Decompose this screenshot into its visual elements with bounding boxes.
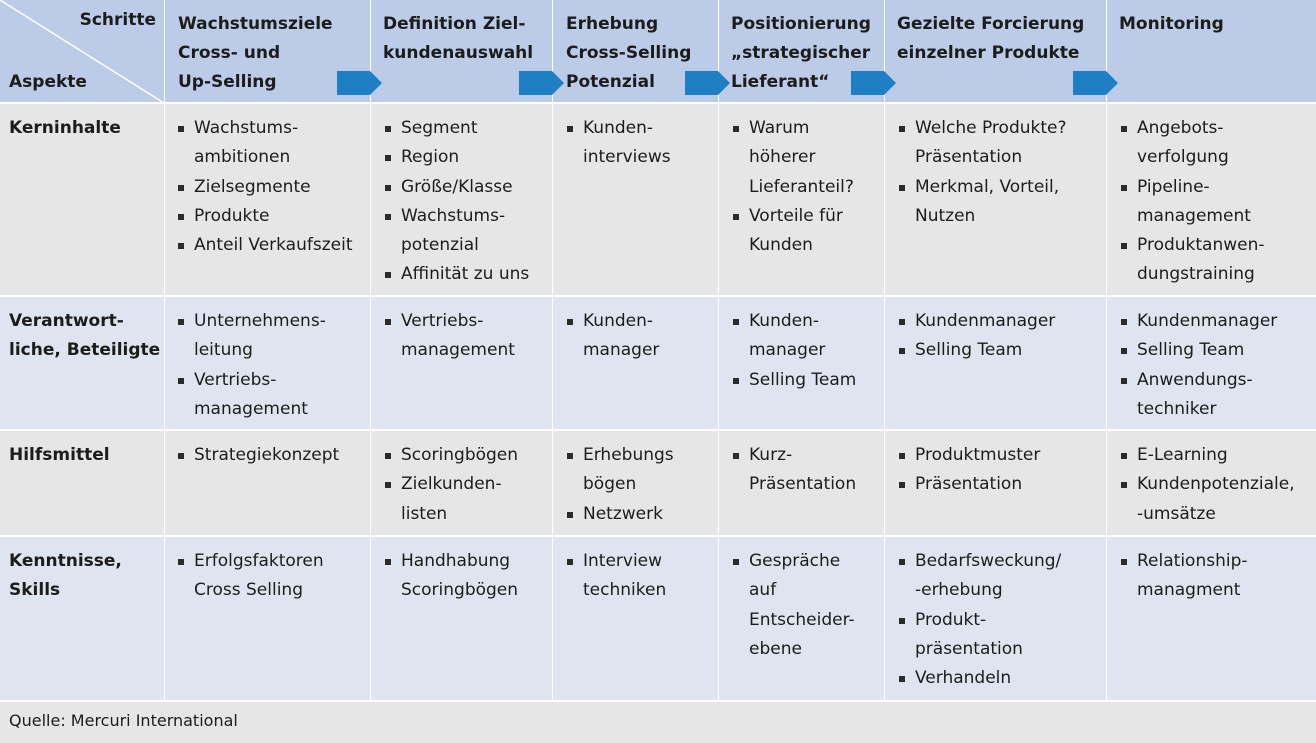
cell-kerninhalte-forcierung	[895, 114, 1067, 231]
list-item: Produkte	[174, 202, 353, 231]
cell-hilfsmittel-monitoring	[1117, 441, 1295, 529]
step-arrow-icon	[337, 71, 383, 95]
cell-verantwortliche-monitoring	[1117, 307, 1277, 424]
list-item: Größe/Klasse	[381, 173, 529, 202]
list-item: Anwendungs- techniker	[1117, 366, 1277, 425]
cell-kenntnisse-forcierung	[895, 547, 1061, 693]
list-item: Kundenmanager	[1117, 307, 1277, 336]
list-item: Wachstums- potenzial	[381, 202, 529, 261]
list-item: Vertriebs- management	[381, 307, 515, 366]
cell-kenntnisse-monitoring	[1117, 547, 1248, 606]
list-item: Vertriebs- management	[174, 366, 326, 425]
list-item: Relationship- managment	[1117, 547, 1248, 606]
list-item: Vorteile für Kunden	[729, 202, 854, 261]
cell-hilfsmittel-wachstumsziele	[174, 441, 339, 470]
cell-verantwortliche-wachstumsziele	[174, 307, 326, 424]
cell-kerninhalte-monitoring	[1117, 114, 1265, 290]
list-item: Unternehmens- leitung	[174, 307, 326, 366]
list-item: Selling Team	[1117, 336, 1277, 365]
source-note: Quelle: Mercuri International	[9, 711, 238, 730]
cell-verantwortliche-definition	[381, 307, 515, 366]
cell-hilfsmittel-forcierung	[895, 441, 1040, 500]
list-item: Bedarfsweckung/ -erhebung	[895, 547, 1061, 606]
cell-kerninhalte-definition	[381, 114, 529, 290]
list-item: Netzwerk	[563, 500, 674, 529]
column-divider	[718, 0, 719, 700]
list-item: Gespräche auf Entscheider- ebene	[729, 547, 855, 664]
list-item: Kunden- manager	[563, 307, 659, 366]
list-item: Scoringbögen	[381, 441, 518, 470]
column-divider	[370, 0, 371, 700]
list-item: Strategiekonzept	[174, 441, 339, 470]
row-divider	[0, 535, 1316, 537]
list-item: Produkt- präsentation	[895, 606, 1061, 665]
list-item: Verhandeln	[895, 664, 1061, 693]
step-arrow-icon	[851, 71, 897, 95]
column-divider	[1106, 0, 1107, 700]
cell-hilfsmittel-erhebung	[563, 441, 674, 529]
cell-verantwortliche-forcierung	[895, 307, 1055, 366]
column-divider	[552, 0, 553, 700]
list-item: Welche Produkte? Präsentation	[895, 114, 1067, 173]
step-header-forcierung: Gezielte Forcierung einzelner Produkte	[897, 14, 1085, 63]
cell-kenntnisse-wachstumsziele	[174, 547, 324, 606]
column-divider	[164, 0, 165, 700]
column-divider	[884, 0, 885, 700]
step-arrow-icon	[685, 71, 731, 95]
list-item: Kundenmanager	[895, 307, 1055, 336]
list-item: Wachstums- ambitionen	[174, 114, 353, 173]
list-item: Erhebungs bögen	[563, 441, 674, 500]
row-label-hilfsmittel: Hilfsmittel	[9, 445, 110, 465]
row-divider	[0, 429, 1316, 431]
row-divider	[0, 102, 1316, 104]
list-item: Zielsegmente	[174, 173, 353, 202]
list-item: Selling Team	[729, 366, 856, 395]
list-item: Kundenpotenziale, -umsätze	[1117, 470, 1295, 529]
cell-kerninhalte-wachstumsziele	[174, 114, 353, 260]
list-item: Selling Team	[895, 336, 1055, 365]
row-divider	[0, 295, 1316, 297]
cell-verantwortliche-erhebung	[563, 307, 659, 366]
list-item: Handhabung Scoringbögen	[381, 547, 518, 606]
cell-kerninhalte-erhebung	[563, 114, 671, 173]
row-label-verantwortliche: Verantwort- liche, Beteiligte	[9, 311, 161, 360]
step-header-wachstumsziele: Wachstumsziele Cross- und Up-Selling	[178, 14, 333, 92]
list-item: Produktanwen- dungstraining	[1117, 231, 1265, 290]
list-item: Affinität zu uns	[381, 260, 529, 289]
row-label-kerninhalte: Kerninhalte	[9, 118, 121, 138]
cell-verantwortliche-positionierung	[729, 307, 856, 395]
step-header-erhebung: Erhebung Cross-Selling Potenzial	[566, 14, 692, 92]
list-item: Angebots- verfolgung	[1117, 114, 1265, 173]
list-item: Merkmal, Vorteil, Nutzen	[895, 173, 1067, 232]
cell-kenntnisse-definition	[381, 547, 518, 606]
cell-hilfsmittel-positionierung	[729, 441, 856, 500]
list-item: Kunden- manager	[729, 307, 856, 366]
list-item: Erfolgsfaktoren Cross Selling	[174, 547, 324, 606]
corner-cell	[0, 0, 164, 103]
steps-axis-label: Schritte	[79, 10, 156, 30]
cell-kenntnisse-erhebung	[563, 547, 666, 606]
list-item: Region	[381, 143, 529, 172]
list-item: Produktmuster	[895, 441, 1040, 470]
step-header-monitoring: Monitoring	[1119, 14, 1224, 34]
list-item: Anteil Verkaufszeit	[174, 231, 353, 260]
aspects-axis-label: Aspekte	[9, 72, 87, 92]
list-item: Kurz- Präsentation	[729, 441, 856, 500]
row-label-kenntnisse: Kenntnisse, Skills	[9, 551, 122, 600]
footer-divider	[0, 700, 1316, 702]
step-header-positionierung: Positionierung „strategischer Lieferant“	[731, 14, 871, 92]
cell-hilfsmittel-definition	[381, 441, 518, 529]
cell-kerninhalte-positionierung	[729, 114, 854, 260]
list-item: Segment	[381, 114, 529, 143]
step-header-definition-zielkunden: Definition Ziel- kundenauswahl	[383, 14, 534, 63]
cell-kenntnisse-positionierung	[729, 547, 855, 664]
step-arrow-icon	[519, 71, 565, 95]
list-item: Pipeline- management	[1117, 173, 1265, 232]
list-item: Interview techniken	[563, 547, 666, 606]
list-item: Warum höherer Lieferanteil?	[729, 114, 854, 202]
step-arrow-icon	[1073, 71, 1119, 95]
list-item: Zielkunden- listen	[381, 470, 518, 529]
list-item: E-Learning	[1117, 441, 1295, 470]
list-item: Präsentation	[895, 470, 1040, 499]
list-item: Kunden- interviews	[563, 114, 671, 173]
